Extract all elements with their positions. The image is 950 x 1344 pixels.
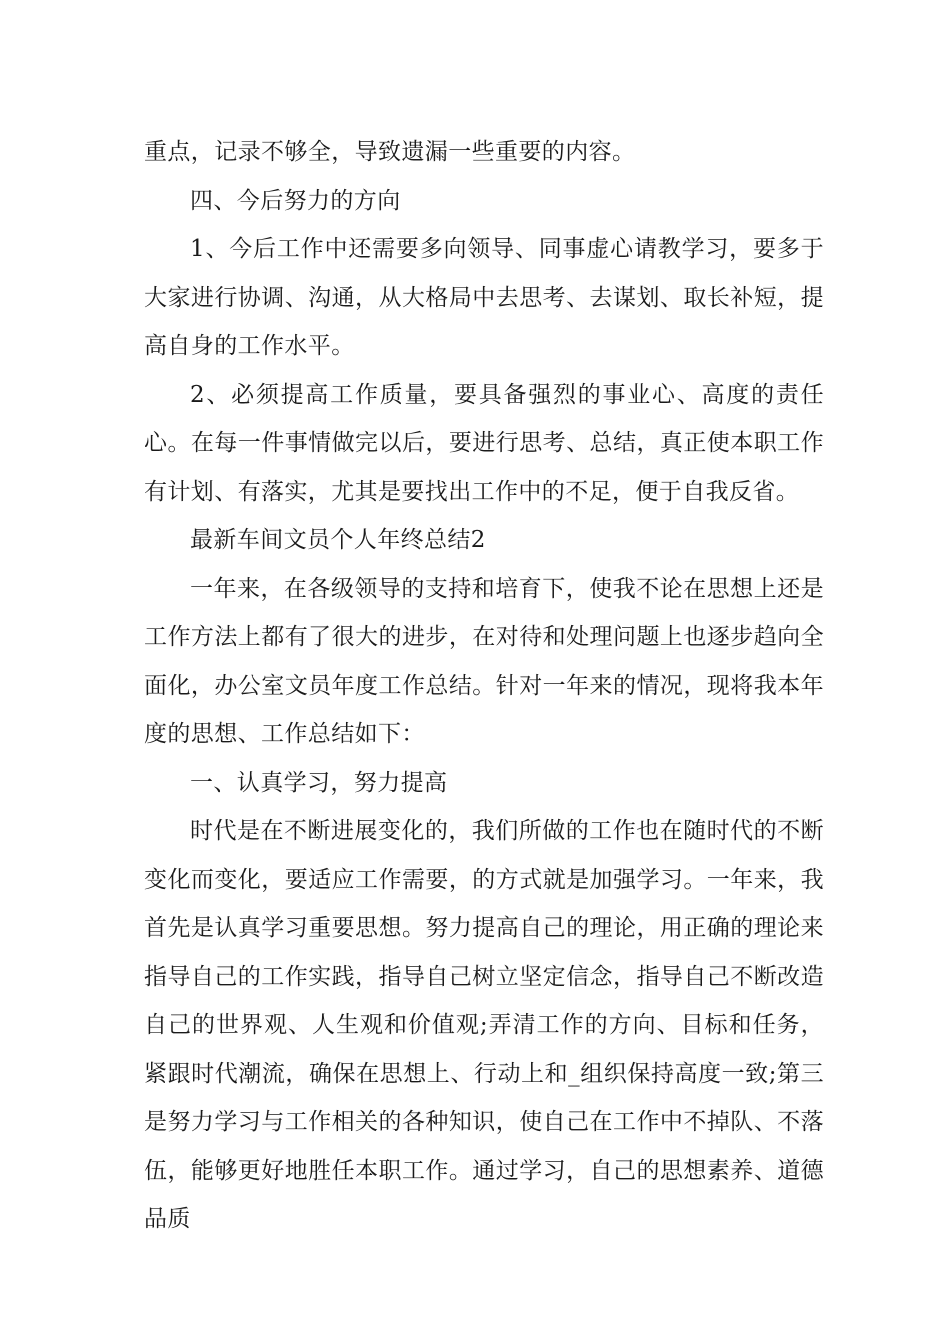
document-body — [144, 128, 824, 1244]
paragraph-point-1: 1、今后工作中还需要多向领导、同事虚心请教学习，要多于大家进行协调、沟通，从大格局中去思考、去谋划、取长补短，提高自身的工作水平。 — [144, 236, 824, 359]
section-heading-study: 一、认真学习，努力提高 — [190, 769, 448, 796]
paragraph-continuation: 重点，记录不够全，导致遗漏一些重要的内容。 — [144, 139, 636, 165]
paragraph-study-body: 时代是在不断进展变化的，我们所做的工作也在随时代的不断变化而变化，要适应工作需要，的方式就是加强学习。一年来，我首先是认真学习重要思想。努力提高自己的理论，用正确的理论来指导自己的工作实践，指导自己树立坚定信念，指导自己不断改造自己的世界观、人生观和价值观;弄清工作的方向、目标和任务，紧跟时代潮流，确保在思想上、行动上和_组织保持高度一致;第三是努力学习与工作相关的各种知识，使自己在工作中不掉队、不落伍，能够更好地胜任本职工作。通过学习，自己的思想素养、道德品质 — [144, 818, 824, 1232]
section-heading-future-direction: 四、今后努力的方向 — [190, 187, 401, 214]
document-title-2: 最新车间文员个人年终总结2 — [190, 527, 486, 553]
paragraph-intro: 一年来，在各级领导的支持和培育下，使我不论在思想上还是工作方法上都有了很大的进步，在对待和处理问题上也逐步趋向全面化，办公室文员年度工作总结。针对一年来的情况，现将我本年度的思想、工作总结如下： — [144, 575, 824, 747]
paragraph-point-2: 2、必须提高工作质量，要具备强烈的事业心、高度的责任心。在每一件事情做完以后，要进行思考、总结，真正使本职工作有计划、有落实，尤其是要找出工作中的不足，便于自我反省。 — [144, 381, 824, 505]
